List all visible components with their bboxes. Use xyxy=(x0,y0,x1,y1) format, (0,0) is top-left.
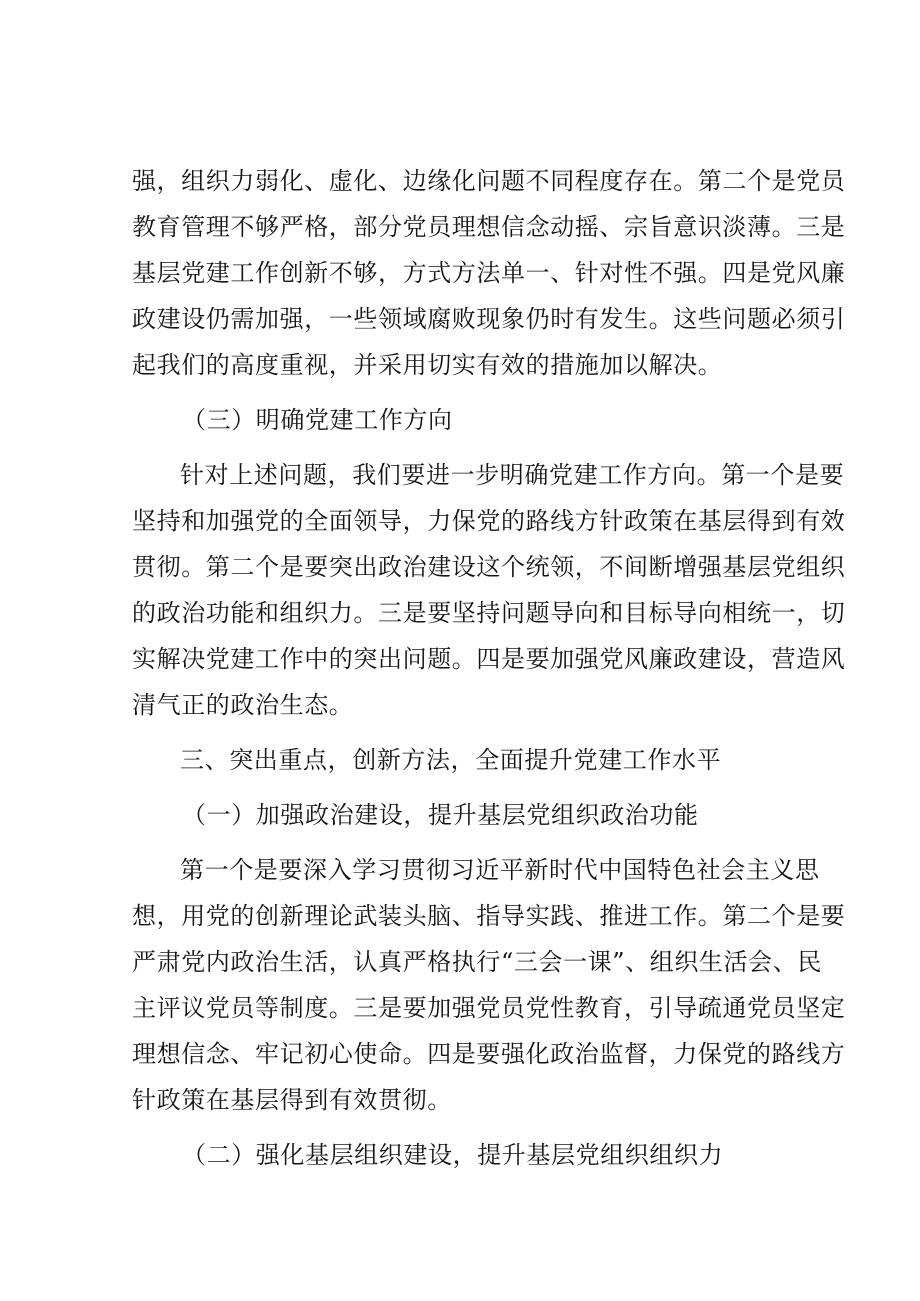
subheading-political-construction: （一）加强政治建设，提升基层党组织政治功能 xyxy=(182,801,699,829)
body-text-line: 强，组织力弱化、虚化、边缘化问题不同程度存在。第二个是党员 xyxy=(132,167,846,195)
body-text-line: 针政策在基层得到有效贯彻。 xyxy=(132,1086,452,1114)
body-text-line: 想，用党的创新理论武装头脑、指导实践、推进工作。第二个是要 xyxy=(132,902,846,930)
body-text-line: 贯彻。第二个是要突出政治建设这个统领，不间断增强基层党组织 xyxy=(132,553,846,581)
subheading-clarify-direction: （三）明确党建工作方向 xyxy=(182,406,453,434)
body-text-line: 政建设仍需加强，一些领域腐败现象仍时有发生。这些问题必须引 xyxy=(132,305,846,333)
body-text-line: 实解决党建工作中的突出问题。四是要加强党风廉政建设，营造风 xyxy=(132,645,846,673)
body-text-line: 针对上述问题，我们要进一步明确党建工作方向。第一个是要 xyxy=(180,461,845,489)
body-text-line: 理想信念、牢记初心使命。四是要强化政治监督，力保党的路线方 xyxy=(132,1040,846,1068)
body-text-line: 第一个是要深入学习贯彻习近平新时代中国特色社会主义思 xyxy=(180,856,820,884)
subheading-organization-construction: （二）强化基层组织建设，提升基层党组织组织力 xyxy=(182,1141,724,1169)
body-text-line: 坚持和加强党的全面领导，力保党的路线方针政策在基层得到有效 xyxy=(132,507,846,535)
section-heading-three: 三、突出重点，创新方法，全面提升党建工作水平 xyxy=(180,746,722,774)
body-text-line: 教育管理不够严格，部分党员理想信念动摇、宗旨意识淡薄。三是 xyxy=(132,213,846,241)
body-text-line: 清气正的政治生态。 xyxy=(132,691,354,719)
body-text-line: 的政治功能和组织力。三是要坚持问题导向和目标导向相统一，切 xyxy=(132,599,846,627)
body-text-line: 严肃党内政治生活，认真严格执行“三会一课”、组织生活会、民 xyxy=(132,948,822,976)
body-text-line: 基层党建工作创新不够，方式方法单一、针对性不强。四是党风廉 xyxy=(132,259,846,287)
body-text-line: 主评议党员等制度。三是要加强党员党性教育，引导疏通党员坚定 xyxy=(132,994,846,1022)
body-text-line: 起我们的高度重视，并采用切实有效的措施加以解决。 xyxy=(132,351,723,379)
